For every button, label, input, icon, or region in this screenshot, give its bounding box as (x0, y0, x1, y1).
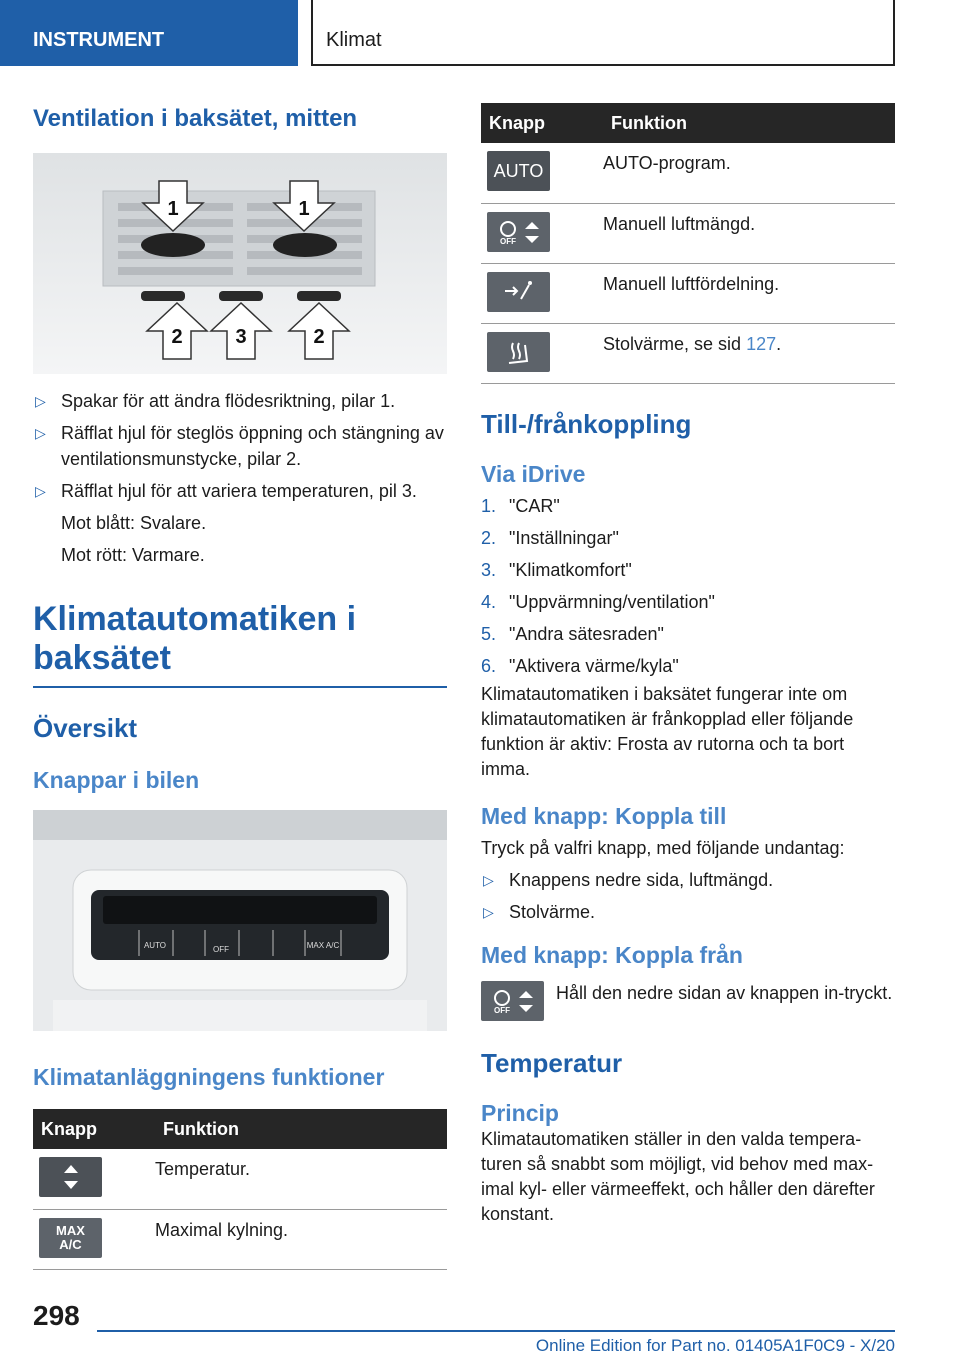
auto-icon: AUTO (487, 151, 550, 191)
idrive-steps (481, 490, 895, 682)
control-panel-photo (33, 810, 447, 1031)
triangle-bullet-icon: ▷ (35, 393, 46, 409)
on-bullets (481, 867, 895, 925)
principle-title: Princip (481, 1099, 559, 1126)
column-header-function: Funktion (603, 103, 895, 143)
list-item: 5. "Andra sätesraden" (481, 623, 664, 644)
overview-title: Översikt (33, 713, 138, 743)
off-text: Håll den nedre sidan av knappen in-tryckt. (556, 982, 893, 1003)
list-item: 6. "Aktivera värme/kyla" (481, 655, 679, 676)
function-text: Maximal kylning. (155, 1209, 447, 1269)
list-item: ▷ Spakar för att ändra flödesriktning, pilar 1. (33, 388, 447, 414)
vent-title: Ventilation i baksätet, mitten (33, 105, 358, 132)
table-header-row (481, 103, 895, 143)
functions-table-left (33, 1109, 447, 1270)
temperature-title: Temperatur (481, 1047, 623, 1078)
left-column (33, 100, 447, 1270)
page-number: 298 (33, 1300, 80, 1331)
svg-text:OFF: OFF (493, 1005, 510, 1015)
edition-text: Online Edition for Part no. 01405A1F0C9 - X/20 (535, 1336, 895, 1355)
list-item: ▷ Räfflat hjul för att variera temperaturen, pil 3. (33, 478, 447, 504)
list-item: ▷ Knappens nedre sida, luftmängd. (481, 867, 895, 893)
on-title: Med knapp: Koppla till (481, 802, 727, 829)
seat-heating-icon (487, 332, 550, 372)
panel-max-label: MAX A/C (306, 941, 340, 950)
list-item: ▷ Stolvärme. (481, 899, 895, 925)
list-item: 3. "Klimatkomfort" (481, 559, 632, 580)
onoff-title: Till-/frånkoppling (481, 408, 692, 439)
vent-label-2b: 2 (313, 326, 325, 348)
panel-auto-label: AUTO (143, 941, 167, 950)
vent-note-blue: Mot blått: Svalare. (61, 513, 207, 533)
column-header-button: Knapp (481, 103, 603, 143)
up-down-arrows-icon (39, 1157, 102, 1197)
idrive-note: Klimatautomatiken i baksätet fungerar inte om klimatautomatiken är frånkopplad eller följande funktion är aktiv: Frosta av rutorna och ta bort imma. (481, 683, 854, 779)
functions-table-right (481, 103, 895, 384)
function-text: Manuell luftmängd. (603, 203, 895, 263)
table-row (481, 263, 895, 323)
fan-off-icon (487, 212, 550, 252)
footer-divider (97, 1330, 895, 1332)
table-row (481, 203, 895, 263)
air-distribution-icon (487, 272, 550, 312)
function-text: Manuell luftfördelning. (603, 263, 895, 323)
on-text: Tryck på valfri knapp, med följande undantag: (481, 837, 845, 858)
triangle-bullet-icon: ▷ (483, 871, 494, 888)
vent-label-1a: 1 (167, 198, 179, 220)
table-row (33, 1209, 447, 1269)
function-text: AUTO-program. (603, 143, 895, 203)
list-item: ▷ Räfflat hjul för steglös öppning och stängning av ventilationsmunstycke, pilar 2. (33, 420, 447, 472)
rear-vents-photo (33, 153, 447, 374)
vent-label-1b: 1 (298, 198, 310, 220)
table-row (481, 323, 895, 383)
table-row (481, 143, 895, 203)
triangle-bullet-icon: ▷ (35, 483, 46, 499)
vent-note-red: Mot rött: Varmare. (61, 545, 205, 565)
off-instruction (481, 981, 895, 1021)
functions-title: Klimatanläggningens funktioner (33, 1064, 385, 1090)
list-item: 2. "Inställningar" (481, 527, 619, 548)
chapter-title: Klimatautomatiken i baksätet (33, 600, 447, 688)
vent-label-3: 3 (235, 326, 247, 348)
max-ac-icon: MAX A/C (39, 1218, 102, 1258)
page-header (0, 0, 960, 66)
right-column (481, 103, 895, 1227)
svg-text:OFF: OFF (499, 236, 516, 246)
chapter-tab: Klimat (311, 0, 895, 66)
triangle-bullet-icon: ▷ (35, 425, 46, 441)
section-tab: INSTRUMENT (0, 0, 298, 66)
panel-off-label: OFF (213, 945, 229, 954)
column-header-button: Knapp (33, 1109, 155, 1149)
fan-off-icon (481, 981, 544, 1021)
list-item: 1. "CAR" (481, 495, 560, 516)
table-header-row (33, 1109, 447, 1149)
column-header-function: Funktion (155, 1109, 447, 1149)
vent-label-2a: 2 (171, 326, 183, 348)
buttons-title: Knappar i bilen (33, 767, 200, 793)
page-ref-link[interactable]: 127 (746, 333, 777, 354)
function-text: Temperatur. (155, 1149, 447, 1209)
off-title: Med knapp: Koppla från (481, 941, 743, 968)
triangle-bullet-icon: ▷ (483, 903, 494, 920)
function-text: Stolvärme, se sid 127. (603, 323, 895, 383)
principle-text: Klimatautomatiken ställer in den valda tempera-turen så snabbt som möjligt, vid behov med max-imal kyl- eller värmeeffekt, och håller den därefter konstant. (481, 1128, 875, 1224)
list-item: 4. "Uppvärmning/ventilation" (481, 591, 715, 612)
vent-bullets (33, 388, 447, 504)
table-row (33, 1149, 447, 1209)
idrive-title: Via iDrive (481, 460, 586, 487)
